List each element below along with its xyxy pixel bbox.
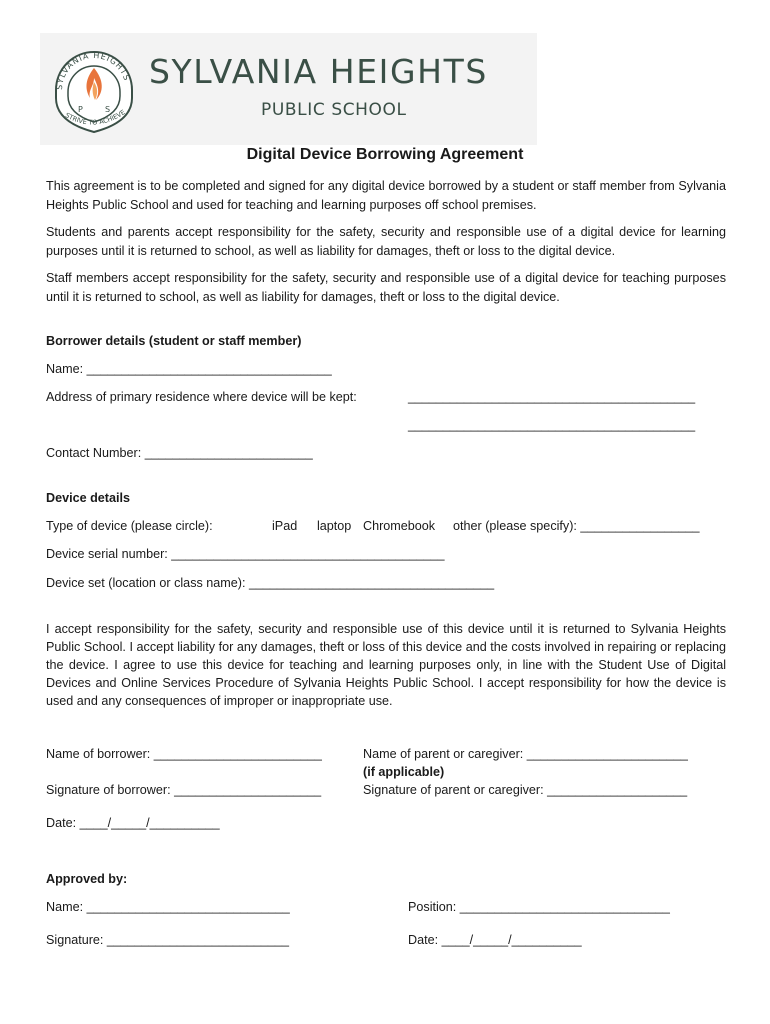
declaration-paragraph: I accept responsibility for the safety, security and responsible use of this device until it is returned to Sylvania Heights Public School. I accept liability for any damages, theft or loss of this device and the costs involved in repairing or replacing the device. I agree to use this device for teaching and learning purposes only, in line with the Student Use of Digital Devices and Online Services Procedure of Sylvania Heights Public School. I accept responsibility for how the device is used and any consequences of improper or inappropriate use.	[46, 622, 726, 708]
borrower-name-field[interactable]: Name: ___________________________________	[46, 362, 332, 376]
crest-initial-right: S	[105, 105, 111, 114]
address-field-line-2[interactable]: _________________________________________	[408, 418, 696, 432]
crest-initial-left: P	[78, 105, 83, 114]
device-option-other[interactable]: other (please specify): _________________	[453, 519, 700, 533]
address-label: Address of primary residence where device will be kept:	[46, 390, 357, 404]
device-details-heading: Device details	[46, 491, 131, 505]
intro-paragraph-3: Staff members accept responsibility for the safety, security and responsible use of a digital device for teaching purposes until it is returned to school, as well as liability for damages, theft or loss to the digital device.	[46, 271, 726, 304]
device-type-label: Type of device (please circle):	[46, 519, 213, 533]
school-subtitle: PUBLIC SCHOOL	[261, 100, 407, 120]
approved-by-heading: Approved by:	[46, 872, 128, 886]
if-applicable-note: (if applicable)	[363, 765, 445, 779]
approver-date-field[interactable]: Date: ____/_____/__________	[408, 933, 582, 947]
device-option-chromebook[interactable]: Chromebook	[363, 519, 436, 533]
document-title: Digital Device Borrowing Agreement	[246, 146, 524, 163]
device-set-field[interactable]: Device set (location or class name): ___________________________________	[46, 576, 495, 590]
borrower-date-field[interactable]: Date: ____/_____/__________	[46, 816, 220, 830]
approver-signature-field[interactable]: Signature: __________________________	[46, 933, 290, 947]
address-field-line-1[interactable]: _________________________________________	[408, 390, 696, 404]
crest-top-text: SYLVANIA HEIGHTS	[54, 50, 132, 91]
borrower-name-signoff-field[interactable]: Name of borrower: ________________________	[46, 747, 322, 761]
contact-number-field[interactable]: Contact Number: ________________________	[46, 446, 313, 460]
device-option-ipad[interactable]: iPad	[272, 519, 298, 533]
device-serial-field[interactable]: Device serial number: _______________________________________	[46, 547, 445, 561]
crest-motto: STRIVE TO ACHIEVE	[63, 108, 127, 127]
intro-paragraph-2: Students and parents accept responsibility for the safety, security and responsible use of a digital device for learning purposes until it is returned to school, as well as liability for damages, theft or loss to the digital device.	[46, 225, 726, 258]
borrower-details-heading: Borrower details (student or staff member)	[46, 334, 302, 348]
intro-paragraph-1: This agreement is to be completed and signed for any digital device borrowed by a student or staff member from Sylvania Heights Public School and used for teaching and learning purposes off school premises.	[46, 179, 726, 212]
device-option-laptop[interactable]: laptop	[317, 519, 352, 533]
borrower-signature-field[interactable]: Signature of borrower: _____________________	[46, 783, 322, 797]
parent-signature-field[interactable]: Signature of parent or caregiver: ____________________	[363, 783, 688, 797]
approver-name-field[interactable]: Name: _____________________________	[46, 900, 290, 914]
approver-position-field[interactable]: Position: ______________________________	[408, 900, 670, 914]
school-crest-logo	[48, 38, 140, 136]
school-name: SYLVANIA HEIGHTS	[149, 52, 488, 91]
parent-name-field[interactable]: Name of parent or caregiver: _______________________	[363, 747, 688, 761]
